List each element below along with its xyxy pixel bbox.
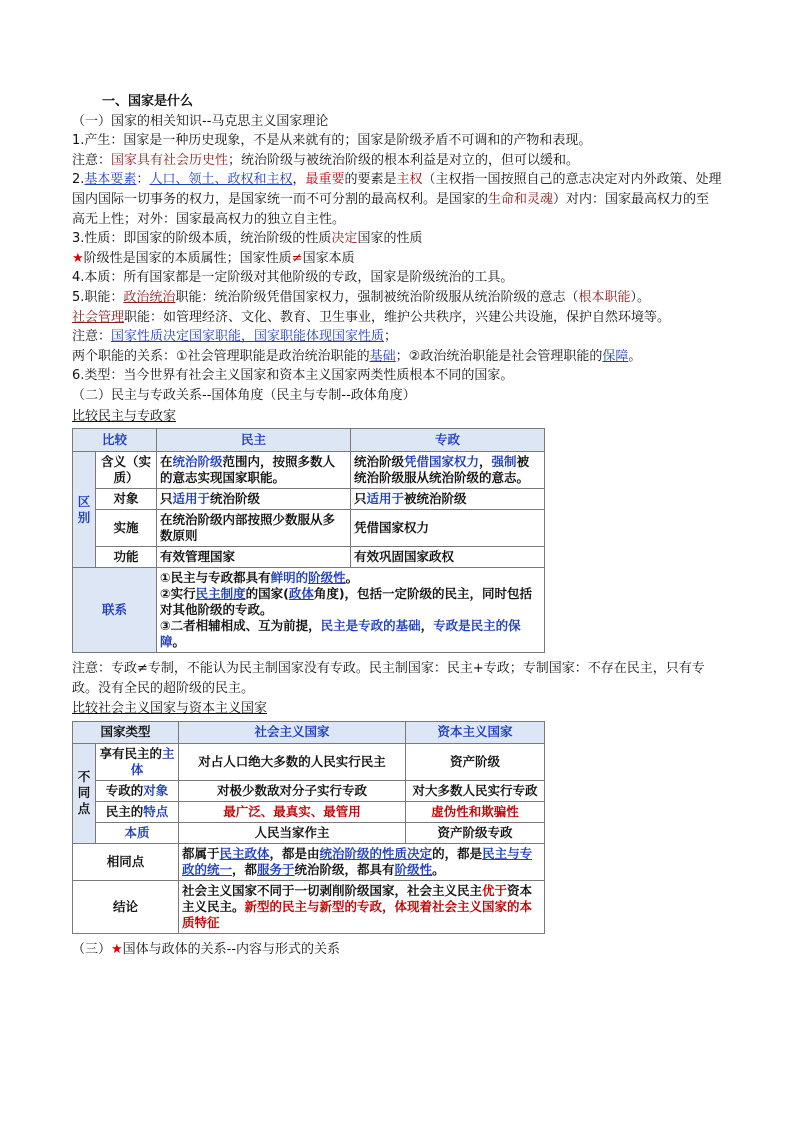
table1-caption: 比较民主与专政家: [72, 408, 177, 424]
socialist-capitalist-table: [72, 721, 545, 934]
table-row: [73, 429, 545, 452]
header-capitalist: 资本主义国家: [406, 721, 545, 743]
point-5-relation: 两个职能的关系：①社会管理职能是政治统治职能的基础；②政治统治职能是社会管理职能的保障。: [72, 348, 642, 364]
table-row: 区别 含义（实质） 在统治阶级范围内，按照多数人的意志实现国家职能。 统治阶级凭借国家权力，强制被统治阶级服从统治阶级的意志。: [73, 452, 545, 489]
point-5: 5.职能：政治统治职能：统治阶级凭借国家权力，强制被统治阶级服从统治阶级的意志（根本职能）。: [72, 289, 650, 305]
point-3-star: ★阶级性是国家的本质属性；国家性质≠国家本质: [72, 250, 355, 266]
diff-label: 区别: [73, 452, 96, 568]
header-democracy: 民主: [157, 429, 351, 452]
table-row: 相同点 都属于民主政体，都是由统治阶级的性质决定的，都是民主与专政的统一，都服务于统治阶级，都具有阶级性。: [73, 843, 545, 880]
point-1-note: 注意：国家具有社会历史性；统治阶级与被统治阶级的根本利益是对立的，但可以缓和。: [72, 152, 580, 168]
table-row: 专政的对象 对极少数敌对分子实行专政 对大多数人民实行专政: [73, 780, 545, 801]
star-icon: ★: [72, 250, 84, 266]
point-5-note: 注意：国家性质决定国家职能，国家职能体现国家性质；: [72, 329, 398, 345]
democracy-dictatorship-table: [72, 428, 545, 653]
same-label: 相同点: [73, 843, 179, 880]
table-row: 对象 只适用于统治阶级 只适用于被统治阶级: [73, 489, 545, 510]
table2-caption: 比较社会主义国家与资本主义国家: [72, 701, 268, 717]
document-page: [72, 92, 722, 959]
table-row: 功能 有效管理国家 有效巩固国家政权: [73, 547, 545, 568]
point-5-social: 社会管理职能：如管理经济、文化、教育、卫生事业，维护公共秩序，兴建公共设施，保护自然环境等。: [72, 309, 671, 325]
table-row: 不同点 享有民主的主体 对占人口绝大多数的人民实行民主 资产阶级: [73, 743, 545, 780]
section1-title: （一）国家的相关知识--马克思主义国家理论: [72, 113, 329, 129]
point-4: 4.本质：所有国家都是一定阶级对其他阶级的专政，国家是阶级统治的工具。: [72, 270, 514, 286]
header-socialist: 社会主义国家: [179, 721, 406, 743]
conclusion-label: 结论: [73, 880, 179, 933]
star-icon: ★: [111, 941, 123, 957]
point-1: 1.产生：国家是一种历史现象，不是从来就有的；国家是阶级矛盾不可调和的产物和表现。: [72, 133, 592, 149]
table1-note: 注意：专政≠专制，不能认为民主制国家没有专政。民主制国家：民主+专政；专制国家：不存在民主，只有专政。没有全民的超阶级的民主。: [72, 661, 705, 696]
link-label: 联系: [73, 568, 157, 653]
section3-title: （三）★国体与政体的关系--内容与形式的关系: [72, 941, 341, 957]
header-compare: 比较: [73, 429, 157, 452]
table-row: [73, 721, 545, 743]
point-3: 3.性质：即国家的阶级本质，统治阶级的性质决定国家的性质: [72, 231, 423, 247]
table-row: 联系 ①民主与专政都具有鲜明的阶级性。 ②实行民主制度的国家(政体角度)，包括一定阶级的民主，同时包括对其他阶级的专政。 ③二者相辅相成、互为前提，民主是专政的基础，专政是民主的保障。: [73, 568, 545, 653]
diff-label: 不同点: [73, 743, 96, 843]
table-row: 民主的特点 最广泛、最真实、最管用 虚伪性和欺骗性: [73, 801, 545, 822]
point-6: 6.类型：当今世界有社会主义国家和资本主义国家两类性质根本不同的国家。: [72, 368, 514, 384]
header-type: 国家类型: [73, 721, 179, 743]
heading: 一、国家是什么: [102, 94, 194, 109]
table-row: 实施 在统治阶级内部按照少数服从多数原则 凭借国家权力: [73, 510, 545, 547]
section2-title: （二）民主与专政关系--国体角度（民主与专制--政体角度）: [72, 387, 416, 403]
point-2: 2.基本要素：人口、领土、政权和主权，最重要的要素是主权（主权指一国按照自己的意志决定对内外政策、处理国内国际一切事务的权力，是国家统一而不可分割的最高权利。是国家的生命和灵魂）对内：国家最高权力的至高无上性；对外：国家最高权力的独立自主性。: [72, 172, 722, 227]
table-row: 本质 人民当家作主 资产阶级专政: [73, 822, 545, 843]
table-row: 结论 社会主义国家不同于一切剥削阶级国家，社会主义民主优于资本主义民主。新型的民主与新型的专政，体现着社会主义国家的本质特征: [73, 880, 545, 933]
header-dictatorship: 专政: [351, 429, 545, 452]
